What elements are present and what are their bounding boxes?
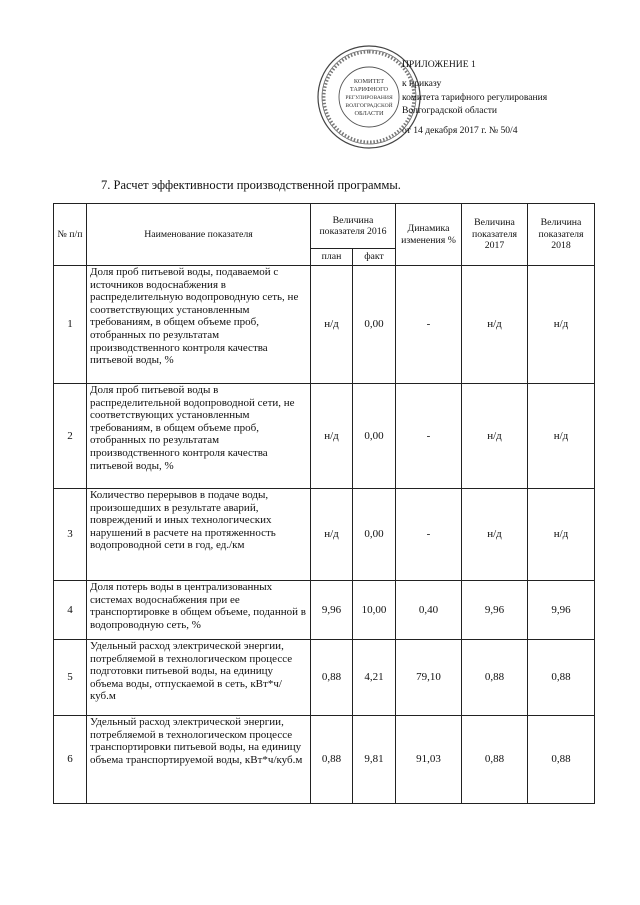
table-row — [54, 716, 595, 804]
row-dynamics: - — [396, 489, 462, 581]
row-2018: н/д — [528, 384, 595, 489]
row-plan: н/д — [311, 489, 353, 581]
row-dynamics: - — [396, 384, 462, 489]
row-no: 3 — [54, 489, 87, 581]
header-fact: факт — [353, 249, 396, 266]
table-row — [54, 384, 595, 489]
row-fact: 0,00 — [353, 384, 396, 489]
header-plan: план — [311, 249, 353, 266]
row-fact: 4,21 — [353, 640, 396, 716]
row-plan: н/д — [311, 266, 353, 384]
row-dynamics: 0,40 — [396, 581, 462, 640]
row-fact: 9,81 — [353, 716, 396, 804]
header-dynamics: Динамика изменения % — [396, 204, 462, 266]
row-2017: н/д — [462, 266, 528, 384]
row-2017: 9,96 — [462, 581, 528, 640]
row-dynamics: 91,03 — [396, 716, 462, 804]
row-name: Удельный расход электрической энергии, потребляемой в технологическом процессе транспортировки питьевой воды, на единицу объема транспортируемой воды, кВт*ч/куб.м — [87, 716, 311, 804]
table-row — [54, 640, 595, 716]
row-plan: 0,88 — [311, 640, 353, 716]
row-2017: 0,88 — [462, 640, 528, 716]
row-no: 1 — [54, 266, 87, 384]
stamp-line: ТАРИФНОГО — [349, 86, 389, 93]
table-row — [54, 266, 595, 384]
efficiency-table — [53, 203, 595, 804]
appendix-line: комитета тарифного регулирования — [402, 91, 548, 103]
row-no: 2 — [54, 384, 87, 489]
row-2018: н/д — [528, 266, 595, 384]
row-name: Доля проб питьевой воды, подаваемой с источников водоснабжения в распределительную водопроводную сеть, не соответствующих установленным требованиям, в общем объеме проб, отобранных по результатам производственного контроля качества питьевой воды, % — [87, 266, 311, 384]
row-2017: 0,88 — [462, 716, 528, 804]
row-fact: 10,00 — [353, 581, 396, 640]
header-name: Наименование показателя — [87, 204, 311, 266]
table-row — [54, 489, 595, 581]
table-row — [54, 581, 595, 640]
row-no: 6 — [54, 716, 87, 804]
row-2018: 9,96 — [528, 581, 595, 640]
header-value-2017: Величина показателя 2017 — [462, 204, 528, 266]
appendix-line: к приказу — [402, 78, 442, 90]
row-2017: н/д — [462, 384, 528, 489]
row-fact: 0,00 — [353, 266, 396, 384]
appendix-line: Волгоградской области — [402, 105, 498, 117]
row-plan: 0,88 — [311, 716, 353, 804]
stamp-line: ОБЛАСТИ — [354, 110, 384, 117]
row-2017: н/д — [462, 489, 528, 581]
row-fact: 0,00 — [353, 489, 396, 581]
row-2018: 0,88 — [528, 716, 595, 804]
row-name: Доля проб питьевой воды в распределительной водопроводной сети, не соответствующих установленным требованиям, в общем объеме проб, отобранных по результатам производственного контроля качества питьевой воды, % — [87, 384, 311, 489]
stamp-line: РЕГУЛИРОВАНИЯ — [345, 95, 393, 101]
stamp-line: КОМИТЕТ — [353, 78, 385, 85]
row-2018: 0,88 — [528, 640, 595, 716]
appendix-title: ПРИЛОЖЕНИЕ 1 — [402, 59, 476, 70]
row-plan: 9,96 — [311, 581, 353, 640]
appendix-date: от 14 декабря 2017 г. № 50/4 — [402, 124, 518, 136]
row-name: Удельный расход электрической энергии, потребляемой в технологическом процессе подготовки питьевой воды, на единицу объема воды, отпускаемой в сеть, кВт*ч/куб.м — [87, 640, 311, 716]
row-2018: н/д — [528, 489, 595, 581]
row-plan: н/д — [311, 384, 353, 489]
row-name: Доля потерь воды в централизованных системах водоснабжения при ее транспортировке в общем объеме, поданной в водопроводную сеть, % — [87, 581, 311, 640]
row-no: 5 — [54, 640, 87, 716]
row-dynamics: - — [396, 266, 462, 384]
section-title: 7. Расчет эффективности производственной программы. — [101, 178, 401, 192]
row-name: Количество перерывов в подаче воды, произошедших в результате аварий, повреждений и иных технологических нарушений в расчете на протяженность водопроводной сети в год, ед./км — [87, 489, 311, 581]
row-no: 4 — [54, 581, 87, 640]
appendix-block — [402, 58, 547, 137]
row-dynamics: 79,10 — [396, 640, 462, 716]
stamp-line: ВОЛГОГРАДСКОЙ — [345, 103, 393, 109]
header-no: № п/п — [54, 204, 87, 266]
header-value-2016: Величина показателя 2016 — [311, 204, 396, 249]
header-value-2018: Величина показателя 2018 — [528, 204, 595, 266]
